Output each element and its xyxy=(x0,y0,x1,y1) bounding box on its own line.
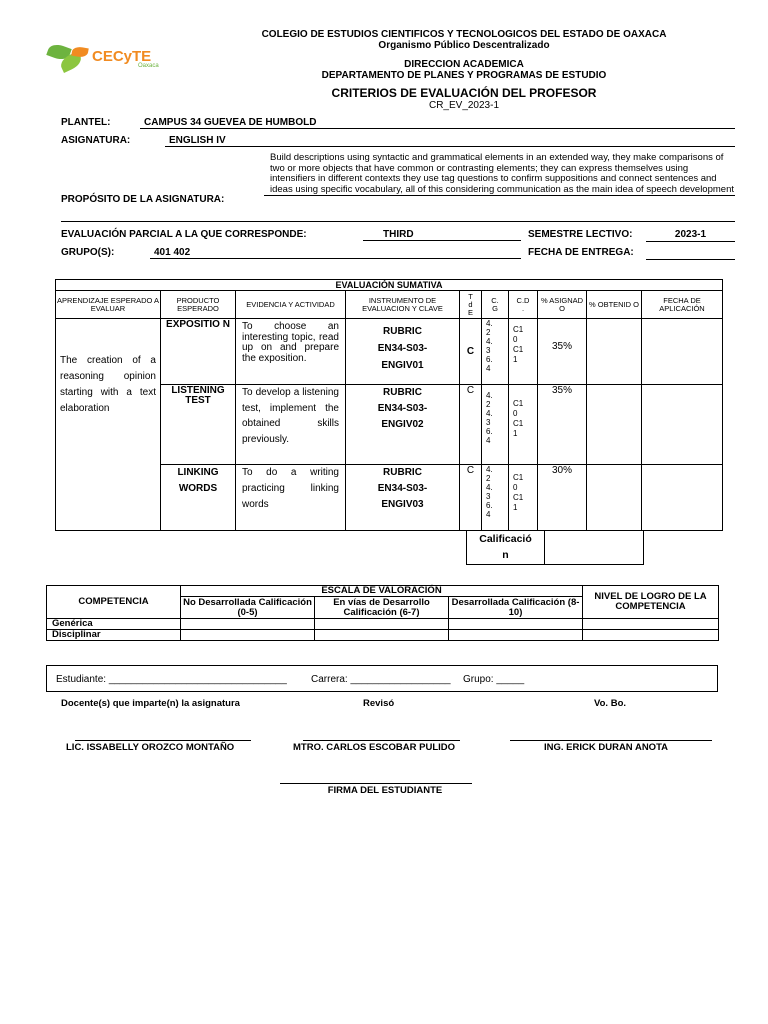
evaluacion-label: EVALUACIÓN PARCIAL A LA QUE CORRESPONDE: xyxy=(61,229,307,240)
fecha-aplicacion-cell xyxy=(642,319,723,385)
escala-title: ESCALA DE VALORACIÓN xyxy=(181,586,583,597)
instrumento-cell xyxy=(346,385,460,465)
cg-cell: 4. 2 4. 3 6. 4 xyxy=(482,319,509,385)
plantel-label: PLANTEL: xyxy=(61,117,111,128)
aprendizaje-text: The creation of a reasoning opinion starting with a text elaboration xyxy=(60,354,156,414)
reviso-label: Revisó xyxy=(363,698,395,709)
header-direction: DIRECCION ACADEMICA xyxy=(404,59,524,70)
divider xyxy=(61,221,735,222)
signature-line xyxy=(303,740,460,741)
header-tde: T d E xyxy=(460,291,482,319)
escala-col-en-vias: En vías de Desarrollo Calificación (6-7) xyxy=(315,597,449,619)
summative-title: EVALUACIÓN SUMATIVA xyxy=(56,280,723,291)
instrumento-cell xyxy=(346,319,460,385)
cd-cell: C1 0 C1 1 xyxy=(509,319,538,385)
obtenido-cell xyxy=(587,319,642,385)
producto-cell: EXPOSITIO N xyxy=(161,319,236,385)
plantel-value: CAMPUS 34 GUEVEA DE HUMBOLD xyxy=(140,117,735,129)
cd-cell: C1 0 C1 1 xyxy=(509,385,538,465)
obtenido-cell xyxy=(587,385,642,465)
header-aprendizaje: APRENDIZAJE ESPERADO A EVALUAR xyxy=(56,291,161,319)
evidencia-text: To choose an interesting topic, read up on and prepare the exposition. xyxy=(242,321,339,364)
asignatura-label: ASIGNATURA: xyxy=(61,135,131,146)
escala-table xyxy=(46,585,719,641)
asignado-cell: 35% xyxy=(538,385,587,465)
header-instrumento: INSTRUMENTO DE EVALUACION Y CLAVE xyxy=(346,291,460,319)
row-generica: Genérica xyxy=(47,619,181,630)
cg-cell: 4. 2 4. 3 6. 4 xyxy=(482,385,509,465)
empty-cell xyxy=(583,619,719,630)
obtenido-cell xyxy=(587,465,642,531)
signature-line xyxy=(510,740,712,741)
reviso-name: MTRO. CARLOS ESCOBAR PULIDO xyxy=(293,742,456,753)
instrumento-line: ENGIV02 xyxy=(381,419,424,430)
asignatura-value: ENGLISH IV xyxy=(165,135,735,147)
firma-estudiante: FIRMA DEL ESTUDIANTE xyxy=(327,785,443,796)
page-title: CRITERIOS DE EVALUACIÓN DEL PROFESOR xyxy=(331,86,597,100)
logo-subtext: Oaxaca xyxy=(138,63,159,69)
calificacion-box xyxy=(466,531,644,565)
instrumento-line: RUBRIC xyxy=(383,326,422,337)
asignado-cell: 30% xyxy=(538,465,587,531)
instrumento-line: EN34-S03- xyxy=(377,483,428,494)
empty-cell xyxy=(583,630,719,641)
header-producto: PRODUCTO ESPERADO xyxy=(161,291,236,319)
producto-cell: LISTENING TEST xyxy=(161,385,236,465)
header-institution: COLEGIO DE ESTUDIOS CIENTIFICOS Y TECNOLOGICOS DEL ESTADO DE OAXACA xyxy=(261,29,667,40)
row-disciplinar: Disciplinar xyxy=(47,630,181,641)
vobo-name: ING. ERICK DURAN ANOTA xyxy=(544,742,669,753)
escala-col-no-desarrollada: No Desarrollada Calificación (0-5) xyxy=(181,597,315,619)
escala-col-desarrollada: Desarrollada Calificación (8-10) xyxy=(449,597,583,619)
form-code: CR_EV_2023-1 xyxy=(428,100,500,111)
instrumento-line: RUBRIC xyxy=(383,387,422,398)
grupo-field: Grupo: _____ xyxy=(463,674,525,685)
docente-name: LIC. ISSABELLY OROZCO MONTAÑO xyxy=(66,742,235,753)
estudiante-field: Estudiante: ________________________________ xyxy=(56,674,287,685)
calificacion-label: Calificació n xyxy=(479,533,532,561)
header-fecha: FECHA DE APLICACIÓN xyxy=(642,291,723,319)
evidencia-text: To develop a listening test, implement the obtained skills previously. xyxy=(242,387,339,445)
header-organism: Organismo Público Descentralizado xyxy=(378,40,550,51)
tde-cell: C xyxy=(460,465,482,531)
carrera-field: Carrera: __________________ xyxy=(311,674,451,685)
grupos-value: 401 402 xyxy=(150,247,521,259)
evaluacion-value: THIRD xyxy=(363,229,521,241)
header-obtenido: % OBTENID O xyxy=(587,291,642,319)
calificacion-divider xyxy=(544,531,545,565)
empty-cell xyxy=(181,619,315,630)
grupos-label: GRUPO(S): xyxy=(61,247,115,258)
header-asignado: % ASIGNAD O xyxy=(538,291,587,319)
instrumento-cell xyxy=(346,465,460,531)
proposito-label: PROPÓSITO DE LA ASIGNATURA: xyxy=(61,194,225,205)
asignado-cell: 35% xyxy=(538,319,587,385)
instrumento-line: ENGIV01 xyxy=(381,360,424,371)
fecha-aplicacion-cell xyxy=(642,385,723,465)
producto-cell: LINKING WORDS xyxy=(161,465,236,531)
nivel-header: NIVEL DE LOGRO DE LA COMPETENCIA xyxy=(583,586,719,619)
cg-cell: 4. 2 4. 3 6. 4 xyxy=(482,465,509,531)
tde-cell: C xyxy=(460,319,482,385)
signature-line xyxy=(75,740,251,741)
cd-cell: C1 0 C1 1 xyxy=(509,465,538,531)
tde-cell: C xyxy=(460,385,482,465)
instrumento-line: EN34-S03- xyxy=(377,403,428,414)
header-cd: C.D . xyxy=(509,291,538,319)
competencia-header: COMPETENCIA xyxy=(47,586,181,619)
header-department: DEPARTAMENTO DE PLANES Y PROGRAMAS DE ESTUDIO xyxy=(321,70,607,81)
summative-table xyxy=(55,279,723,531)
header-cg: C. G xyxy=(482,291,509,319)
proposito-value: Build descriptions using syntactic and grammatical elements in an extended way, they make comparisons of two or more objects that have common or contrasting elements; they can express themselves using intensifiers in different contexts they use tag questions to confirm suppositions and connect sentences and ideas using specific vocabulary, all of this considering communication as the main idea of speech development xyxy=(264,153,735,196)
fecha-label: FECHA DE ENTREGA: xyxy=(528,247,634,258)
instrumento-line: ENGIV03 xyxy=(381,499,424,510)
student-box xyxy=(46,665,718,692)
evidencia-cell xyxy=(236,465,346,531)
semestre-label: SEMESTRE LECTIVO: xyxy=(528,229,633,240)
empty-cell xyxy=(449,630,583,641)
semestre-value: 2023-1 xyxy=(646,229,735,242)
empty-cell xyxy=(181,630,315,641)
fecha-aplicacion-cell xyxy=(642,465,723,531)
instrumento-line: EN34-S03- xyxy=(377,343,428,354)
instrumento-line: RUBRIC xyxy=(383,467,422,478)
signature-line xyxy=(280,783,472,784)
empty-cell xyxy=(315,630,449,641)
evidencia-cell xyxy=(236,319,346,385)
evidencia-text: To do a writing practicing linking words xyxy=(242,467,339,510)
evidencia-cell xyxy=(236,385,346,465)
fecha-value xyxy=(646,247,735,260)
empty-cell xyxy=(315,619,449,630)
docente-label: Docente(s) que imparte(n) la asignatura xyxy=(61,698,240,709)
logo-text: CECyTE xyxy=(92,48,152,65)
empty-cell xyxy=(449,619,583,630)
aprendizaje-cell xyxy=(56,319,161,531)
header-evidencia: EVIDENCIA Y ACTIVIDAD xyxy=(236,291,346,319)
vobo-label: Vo. Bo. xyxy=(594,698,627,709)
